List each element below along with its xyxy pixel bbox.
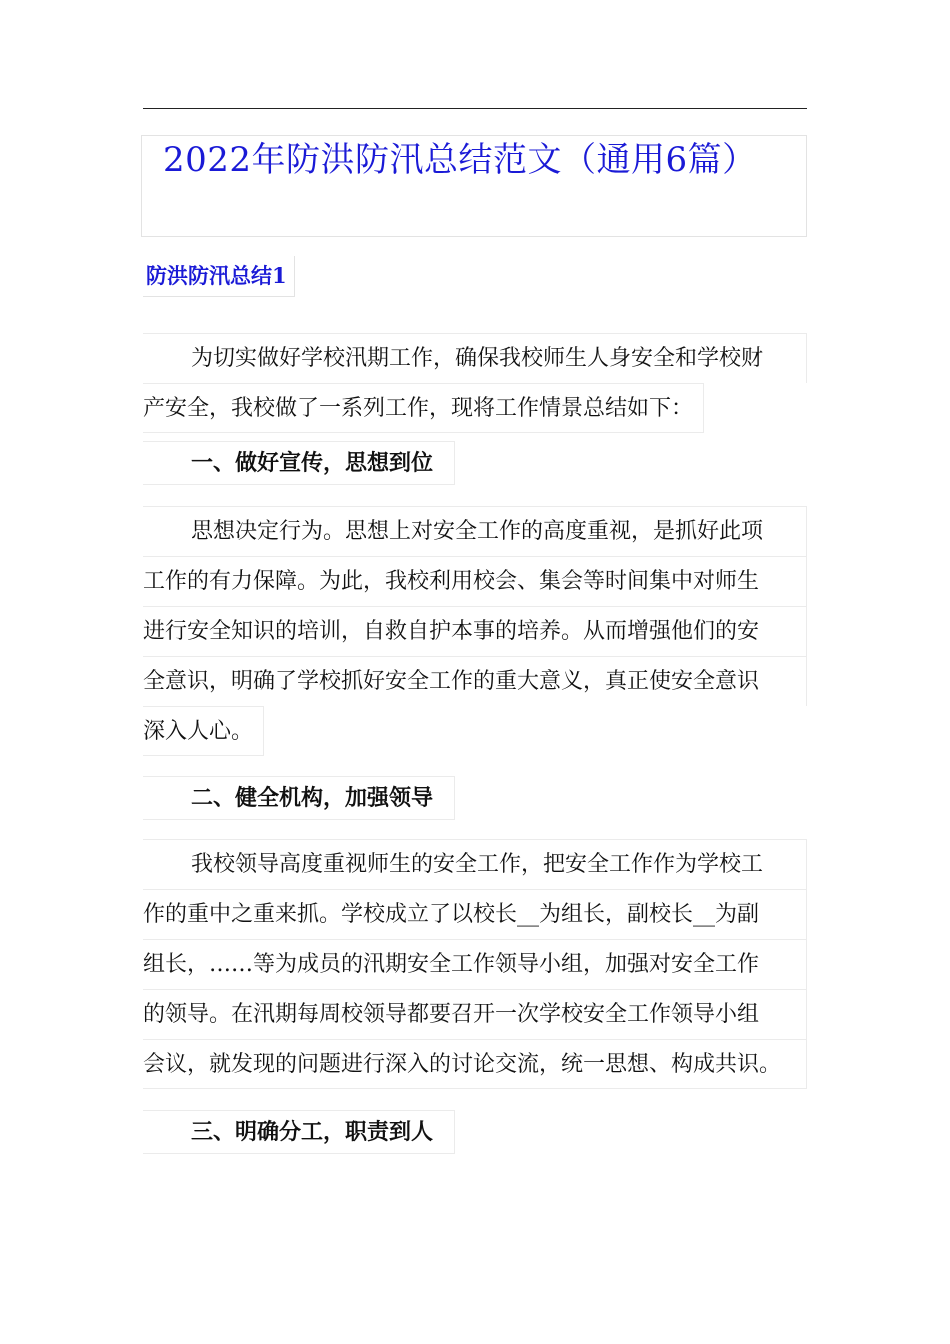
paragraph-line: 为切实做好学校汛期工作，确保我校师生人身安全和学校财 (143, 333, 807, 383)
paragraph-line: 全意识，明确了学校抓好安全工作的重大意义，真正使安全意识 (143, 656, 807, 706)
document-title: 2022年防洪防汛总结范文（通用6篇） (163, 140, 757, 180)
heading-responsibility: 三、明确分工，职责到人 (143, 1110, 455, 1154)
paragraph-organization (143, 839, 807, 1089)
paragraph-line: 组长，……等为成员的汛期安全工作领导小组，加强对安全工作 (143, 939, 807, 989)
top-rule (143, 108, 807, 109)
paragraph-line: 作的重中之重来抓。学校成立了以校长__为组长，副校长__为副 (143, 889, 807, 939)
section-title: 防洪防汛总结1 (143, 256, 295, 297)
paragraph-line: 产安全，我校做了一系列工作，现将工作情景总结如下： (143, 383, 704, 433)
paragraph-line: 工作的有力保障。为此，我校利用校会、集会等时间集中对师生 (143, 556, 807, 606)
paragraph-line: 会议，就发现的问题进行深入的讨论交流，统一思想、构成共识。 (143, 1039, 807, 1089)
intro-paragraph (143, 333, 807, 434)
paragraph-publicity (143, 506, 807, 757)
heading-organization: 二、健全机构，加强领导 (143, 776, 455, 820)
heading-publicity: 一、做好宣传，思想到位 (143, 441, 455, 485)
paragraph-line: 的领导。在汛期每周校领导都要召开一次学校安全工作领导小组 (143, 989, 807, 1039)
paragraph-line: 深入人心。 (143, 706, 264, 756)
paragraph-line: 思想决定行为。思想上对安全工作的高度重视，是抓好此项 (143, 506, 807, 556)
paragraph-line: 进行安全知识的培训，自救自护本事的培养。从而增强他们的安 (143, 606, 807, 656)
paragraph-line: 我校领导高度重视师生的安全工作，把安全工作作为学校工 (143, 839, 807, 889)
